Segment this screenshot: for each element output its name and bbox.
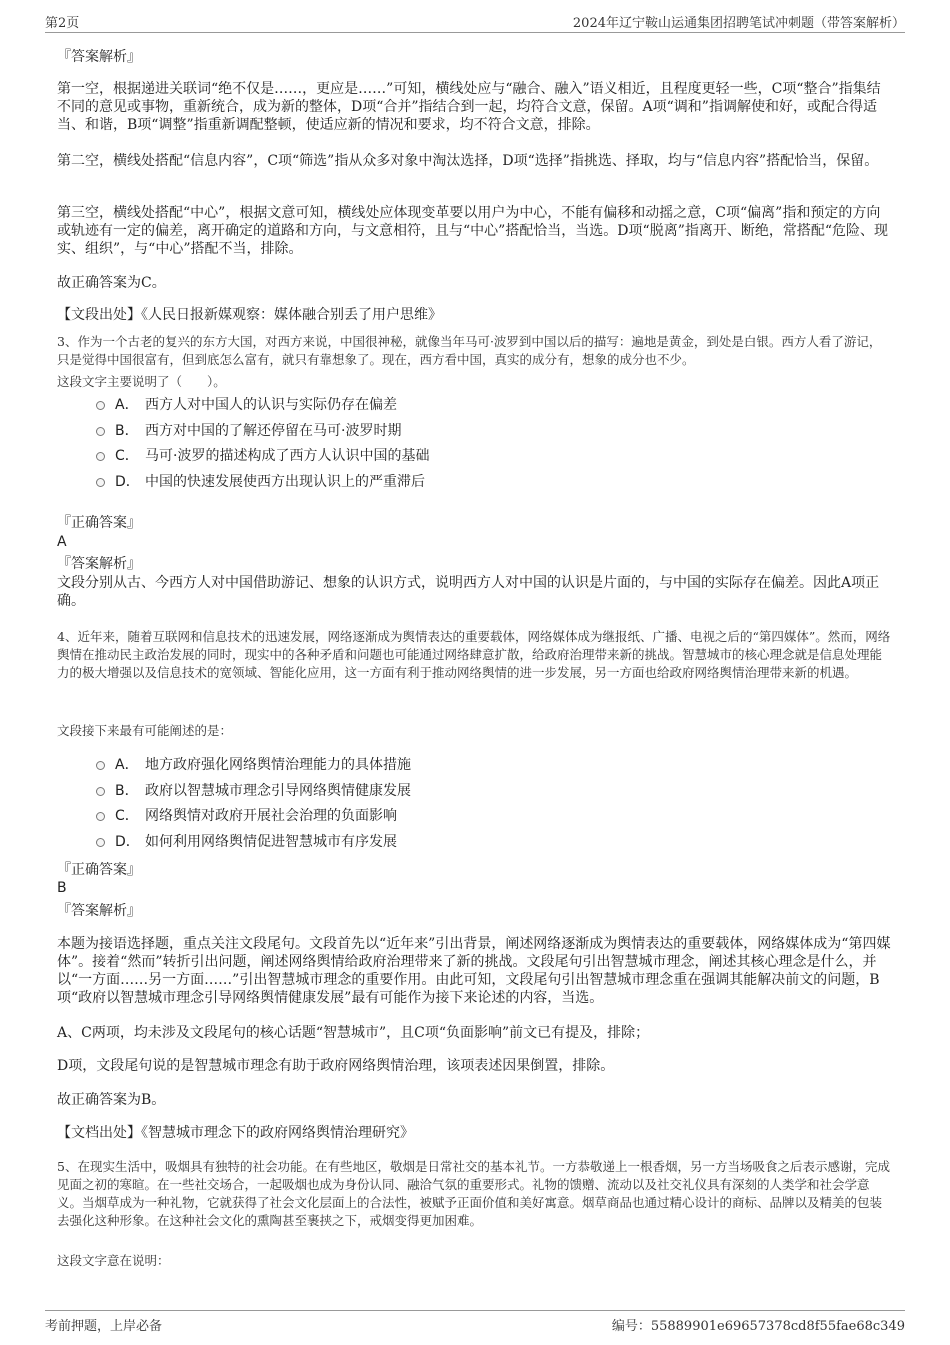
q5-stem: 5、在现实生活中，吸烟具有独特的社会功能。在有些地区，敬烟是日常社交的基本礼节。一方恭敬递上一根香烟，另一方当场吸食之后表示感谢，完成见面之初的寒暄。在一些社交场合，一起吸烟也成为身份认同、融洽气氛的重要形式。礼物的馈赠、流动以及社交礼仪具有深刻的人类学和社会学意义。当烟草成为一种礼物，它就获得了社会文化层面上的合法性，被赋予正面价值和美好寓意。烟草商品也通过精心设计的商标、品牌以及精美的包装去强化这种形象。在这种社会文化的熏陶甚至裹挟之下，戒烟变得更加困难。 <box>57 1159 890 1228</box>
q3-option-c[interactable]: C． 马可·波罗的描述构成了西方人认识中国的基础 <box>96 447 429 465</box>
q4-prompt: 文段接下来最有可能阐述的是： <box>57 723 233 738</box>
q3-answer-tag: 『正确答案』 <box>57 515 141 531</box>
q4-option-a[interactable]: A． 地方政府强化网络舆情治理能力的具体措施 <box>96 756 411 774</box>
q4-option-b[interactable]: B． 政府以智慧城市理念引导网络舆情健康发展 <box>96 782 411 800</box>
q2-explain-para3: 第三空，横线处搭配“中心”，根据文意可知，横线处应体现变革要以用户为中心，不能有偏移和动摇之意，C项“偏离”指和预定的方向或轨迹有一定的偏差，离开确定的道路和方向，与文意相符，且与“中心”搭配恰当，当选。D项“脱离”指离开、断绝，常搭配“危险、现实、组织”，与“中心”搭配不当，排除。 <box>57 205 889 257</box>
radio-button-icon[interactable] <box>96 838 105 847</box>
page-header <box>45 12 905 33</box>
radio-button-icon[interactable] <box>96 452 105 461</box>
q4-option-d[interactable]: D． 如何利用网络舆情促进智慧城市有序发展 <box>96 833 397 851</box>
q3-explain-tag: 『答案解析』 <box>57 556 141 572</box>
radio-button-icon[interactable] <box>96 761 105 770</box>
q5-prompt: 这段文字意在说明： <box>57 1253 170 1268</box>
q2-conclusion: 故正确答案为C。 <box>57 275 166 291</box>
radio-button-icon[interactable] <box>96 401 105 410</box>
q3-stem: 3、作为一个古老的复兴的东方大国，对西方来说，中国很神秘，就像当年马可·波罗到中国以后的描写：遍地是黄金，到处是白银。西方人看了游记，只是觉得中国很富有，但到底怎么富有，就只有靠想象了。现在，西方看中国，真实的成分有，想象的成分也不少。 <box>57 334 882 367</box>
q3-answer: A <box>57 534 67 550</box>
page-footer <box>45 1310 905 1339</box>
q3-option-b[interactable]: B． 西方对中国的了解还停留在马可·波罗时期 <box>96 422 401 440</box>
q3-option-d[interactable]: D． 中国的快速发展使西方出现认识上的严重滞后 <box>96 473 425 491</box>
q4-explain2: A、C两项，均未涉及文段尾句的核心话题“智慧城市”，且C项“负面影响”前文已有提及，排除； <box>57 1025 650 1041</box>
q4-conclusion: 故正确答案为B。 <box>57 1092 166 1108</box>
q3-option-a[interactable]: A． 西方人对中国人的认识与实际仍存在偏差 <box>96 396 397 414</box>
page-number: 第2页 <box>45 16 80 31</box>
q3-explain: 文段分别从古、今西方人对中国借助游记、想象的认识方式，说明西方人对中国的认识是片面的，与中国的实际存在偏差。因此A项正确。 <box>57 575 880 609</box>
footer-slogan: 考前押题，上岸必备 <box>45 1319 163 1334</box>
q4-option-c[interactable]: C． 网络舆情对政府开展社会治理的负面影响 <box>96 807 397 825</box>
radio-button-icon[interactable] <box>96 787 105 796</box>
radio-button-icon[interactable] <box>96 478 105 487</box>
q4-explain-tag: 『答案解析』 <box>57 903 141 919</box>
document-title: 2024年辽宁鞍山运通集团招聘笔试冲刺题（带答案解析） <box>572 16 905 31</box>
q2-source: 【文段出处】《人民日报新媒观察：媒体融合别丢了用户思维》 <box>57 307 442 323</box>
q4-stem: 4、近年来，随着互联网和信息技术的迅速发展，网络逐渐成为舆情表达的重要载体，网络媒体成为继报纸、广播、电视之后的“第四媒体”。然而，网络舆情在推动民主政治发展的同时，现实中的各种矛盾和问题也可能通过网络肆意扩散，给政府治理带来新的挑战。智慧城市的核心理念就是信息处理能力的极大增强以及信息技术的宽领域、智能化应用，这一方面有利于推动网络舆情的进一步发展，另一方面也给政府网络舆情治理带来新的机遇。 <box>57 629 891 680</box>
q4-explain3: D项，文段尾句说的是智慧城市理念有助于政府网络舆情治理，该项表述因果倒置，排除。 <box>57 1058 615 1074</box>
q3-prompt: 这段文字主要说明了（ ）。 <box>57 374 226 389</box>
radio-button-icon[interactable] <box>96 812 105 821</box>
q4-answer: B <box>57 880 67 896</box>
footer-doc-id: 编号：55889901e69657378cd8f55fae68c349 <box>611 1319 905 1334</box>
q2-explain-para1: 第一空，根据递进关联词“绝不仅是……，更应是……”可知，横线处应与“融合、融入”语义相近，且程度更轻一些，C项“整合”指集结不同的意见或事物，重新统合，成为新的整体，D项“合并”指结合到一起，均符合文意，保留。A项“调和”指调解使和好，或配合得适当、和谐，B项“调整”指重新调配整顿，使适应新的情况和要求，均不符合文意，排除。 <box>57 81 881 133</box>
q4-source: 【文档出处】《智慧城市理念下的政府网络舆情治理研究》 <box>57 1125 414 1141</box>
q4-explain1: 本题为接语选择题，重点关注文段尾句。文段首先以“近年来”引出背景，阐述网络逐渐成为舆情表达的重要载体，网络媒体成为“第四媒体”。接着“然而”转折引出问题，阐述网络舆情给政府治理带来了新的挑战。文段尾句引出智慧城市理念，阐述其核心理念是什么，并以“一方面……另一方面……”引出智慧城市理念的重要作用。由此可知，文段尾句引出智慧城市理念重在强调其能解决前文的问题，B项“政府以智慧城市理念引导网络舆情健康发展”最有可能作为接下来论述的内容，当选。 <box>57 936 891 1006</box>
q2-explain-para2: 第二空，横线处搭配“信息内容”，C项“筛选”指从众多对象中淘汰选择，D项“选择”指挑选、择取，均与“信息内容”搭配恰当，保留。 <box>57 153 879 169</box>
radio-button-icon[interactable] <box>96 427 105 436</box>
q2-explain-tag: 『答案解析』 <box>57 49 141 65</box>
q4-answer-tag: 『正确答案』 <box>57 862 141 878</box>
